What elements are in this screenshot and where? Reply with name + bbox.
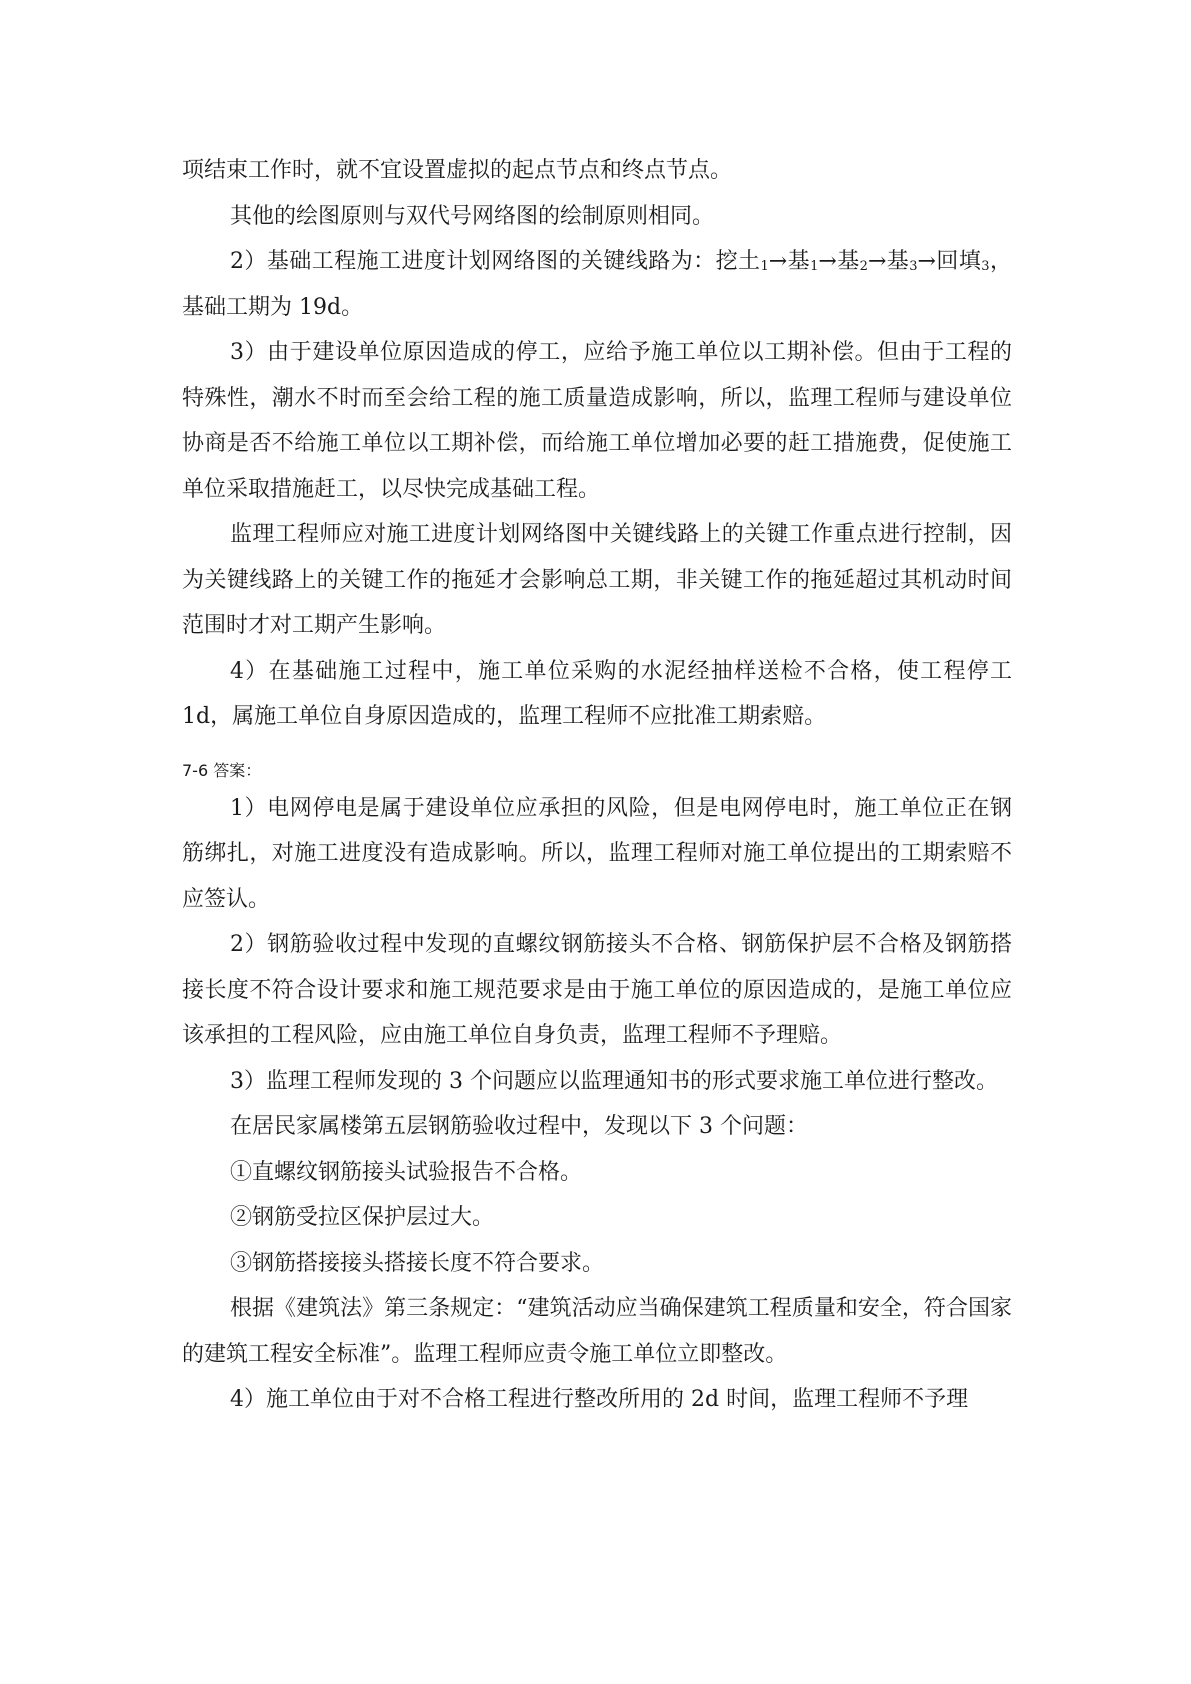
- paragraph: 在居民家属楼第五层钢筋验收过程中，发现以下 3 个问题：: [230, 1114, 808, 1139]
- subscript: 1: [810, 259, 819, 274]
- paragraph-text: →回填: [917, 249, 982, 274]
- paragraph-text: 2）基础工程施工进度计划网络图的关键线路为：挖土: [230, 249, 761, 274]
- paragraph-text: ，基础工期为 19d。: [182, 249, 1012, 320]
- paragraph: 4）在基础施工过程中，施工单位采购的水泥经抽样送检不合格，使工程停工 1d，属施工单位自身原因造成的，监理工程师不应批准工期索赔。: [182, 658, 1012, 729]
- subscript: 3: [981, 259, 990, 274]
- subscript: 1: [760, 259, 769, 274]
- paragraph: 3）监理工程师发现的 3 个问题应以监理通知书的形式要求施工单位进行整改。: [230, 1068, 998, 1094]
- paragraph: 3）由于建设单位原因造成的停工，应给予施工单位以工期补偿。但由于工程的特殊性，潮水不时而至会给工程的施工质量造成影响，所以，监理工程师与建设单位协商是否不给施工单位以工期补偿，而给施工单位增加必要的赶工措施费，促使施工单位采取措施赶工，以尽快完成基础工程。: [182, 340, 1012, 502]
- section-heading: 7-6 答案：: [182, 760, 262, 780]
- paragraph: 项结束工作时，就不宜设置虚拟的起点节点和终点节点。: [182, 158, 733, 183]
- paragraph-text: →基: [867, 249, 910, 274]
- paragraph: 监理工程师应对施工进度计划网络图中关键线路上的关键工作重点进行控制，因为关键线路上的关键工作的拖延才会影响总工期，非关键工作的拖延超过其机动时间范围时才对工期产生影响。: [182, 522, 1012, 638]
- paragraph: 根据《建筑法》第三条规定：“建筑活动应当确保建筑工程质量和安全，符合国家的建筑工程安全标准”。监理工程师应责令施工单位立即整改。: [182, 1296, 1012, 1367]
- list-item: ③钢筋搭接接头搭接长度不符合要求。: [230, 1250, 605, 1276]
- subscript: 3: [909, 259, 918, 274]
- list-item: ②钢筋受拉区保护层过大。: [230, 1205, 495, 1230]
- critical-path-paragraph: [182, 239, 1012, 330]
- document-body: [182, 148, 1012, 1423]
- paragraph: 2）钢筋验收过程中发现的直螺纹钢筋接头不合格、钢筋保护层不合格及钢筋搭接长度不符合设计要求和施工规范要求是由于施工单位的原因造成的，是施工单位应该承担的工程风险，应由施工单位自身负责，监理工程师不予理赔。: [182, 932, 1012, 1048]
- paragraph: 4）施工单位由于对不合格工程进行整改所用的 2d 时间，监理工程师不予理: [230, 1387, 969, 1412]
- paragraph: 其他的绘图原则与双代号网络图的绘制原则相同。: [230, 203, 715, 229]
- subscript: 2: [859, 259, 868, 274]
- list-item: ①直螺纹钢筋接头试验报告不合格。: [230, 1159, 583, 1185]
- paragraph-text: →基: [768, 249, 811, 274]
- paragraph: 1）电网停电是属于建设单位应承担的风险，但是电网停电时，施工单位正在钢筋绑扎，对施工进度没有造成影响。所以，监理工程师对施工单位提出的工期索赔不应签认。: [182, 795, 1012, 912]
- paragraph-text: →基: [818, 249, 860, 274]
